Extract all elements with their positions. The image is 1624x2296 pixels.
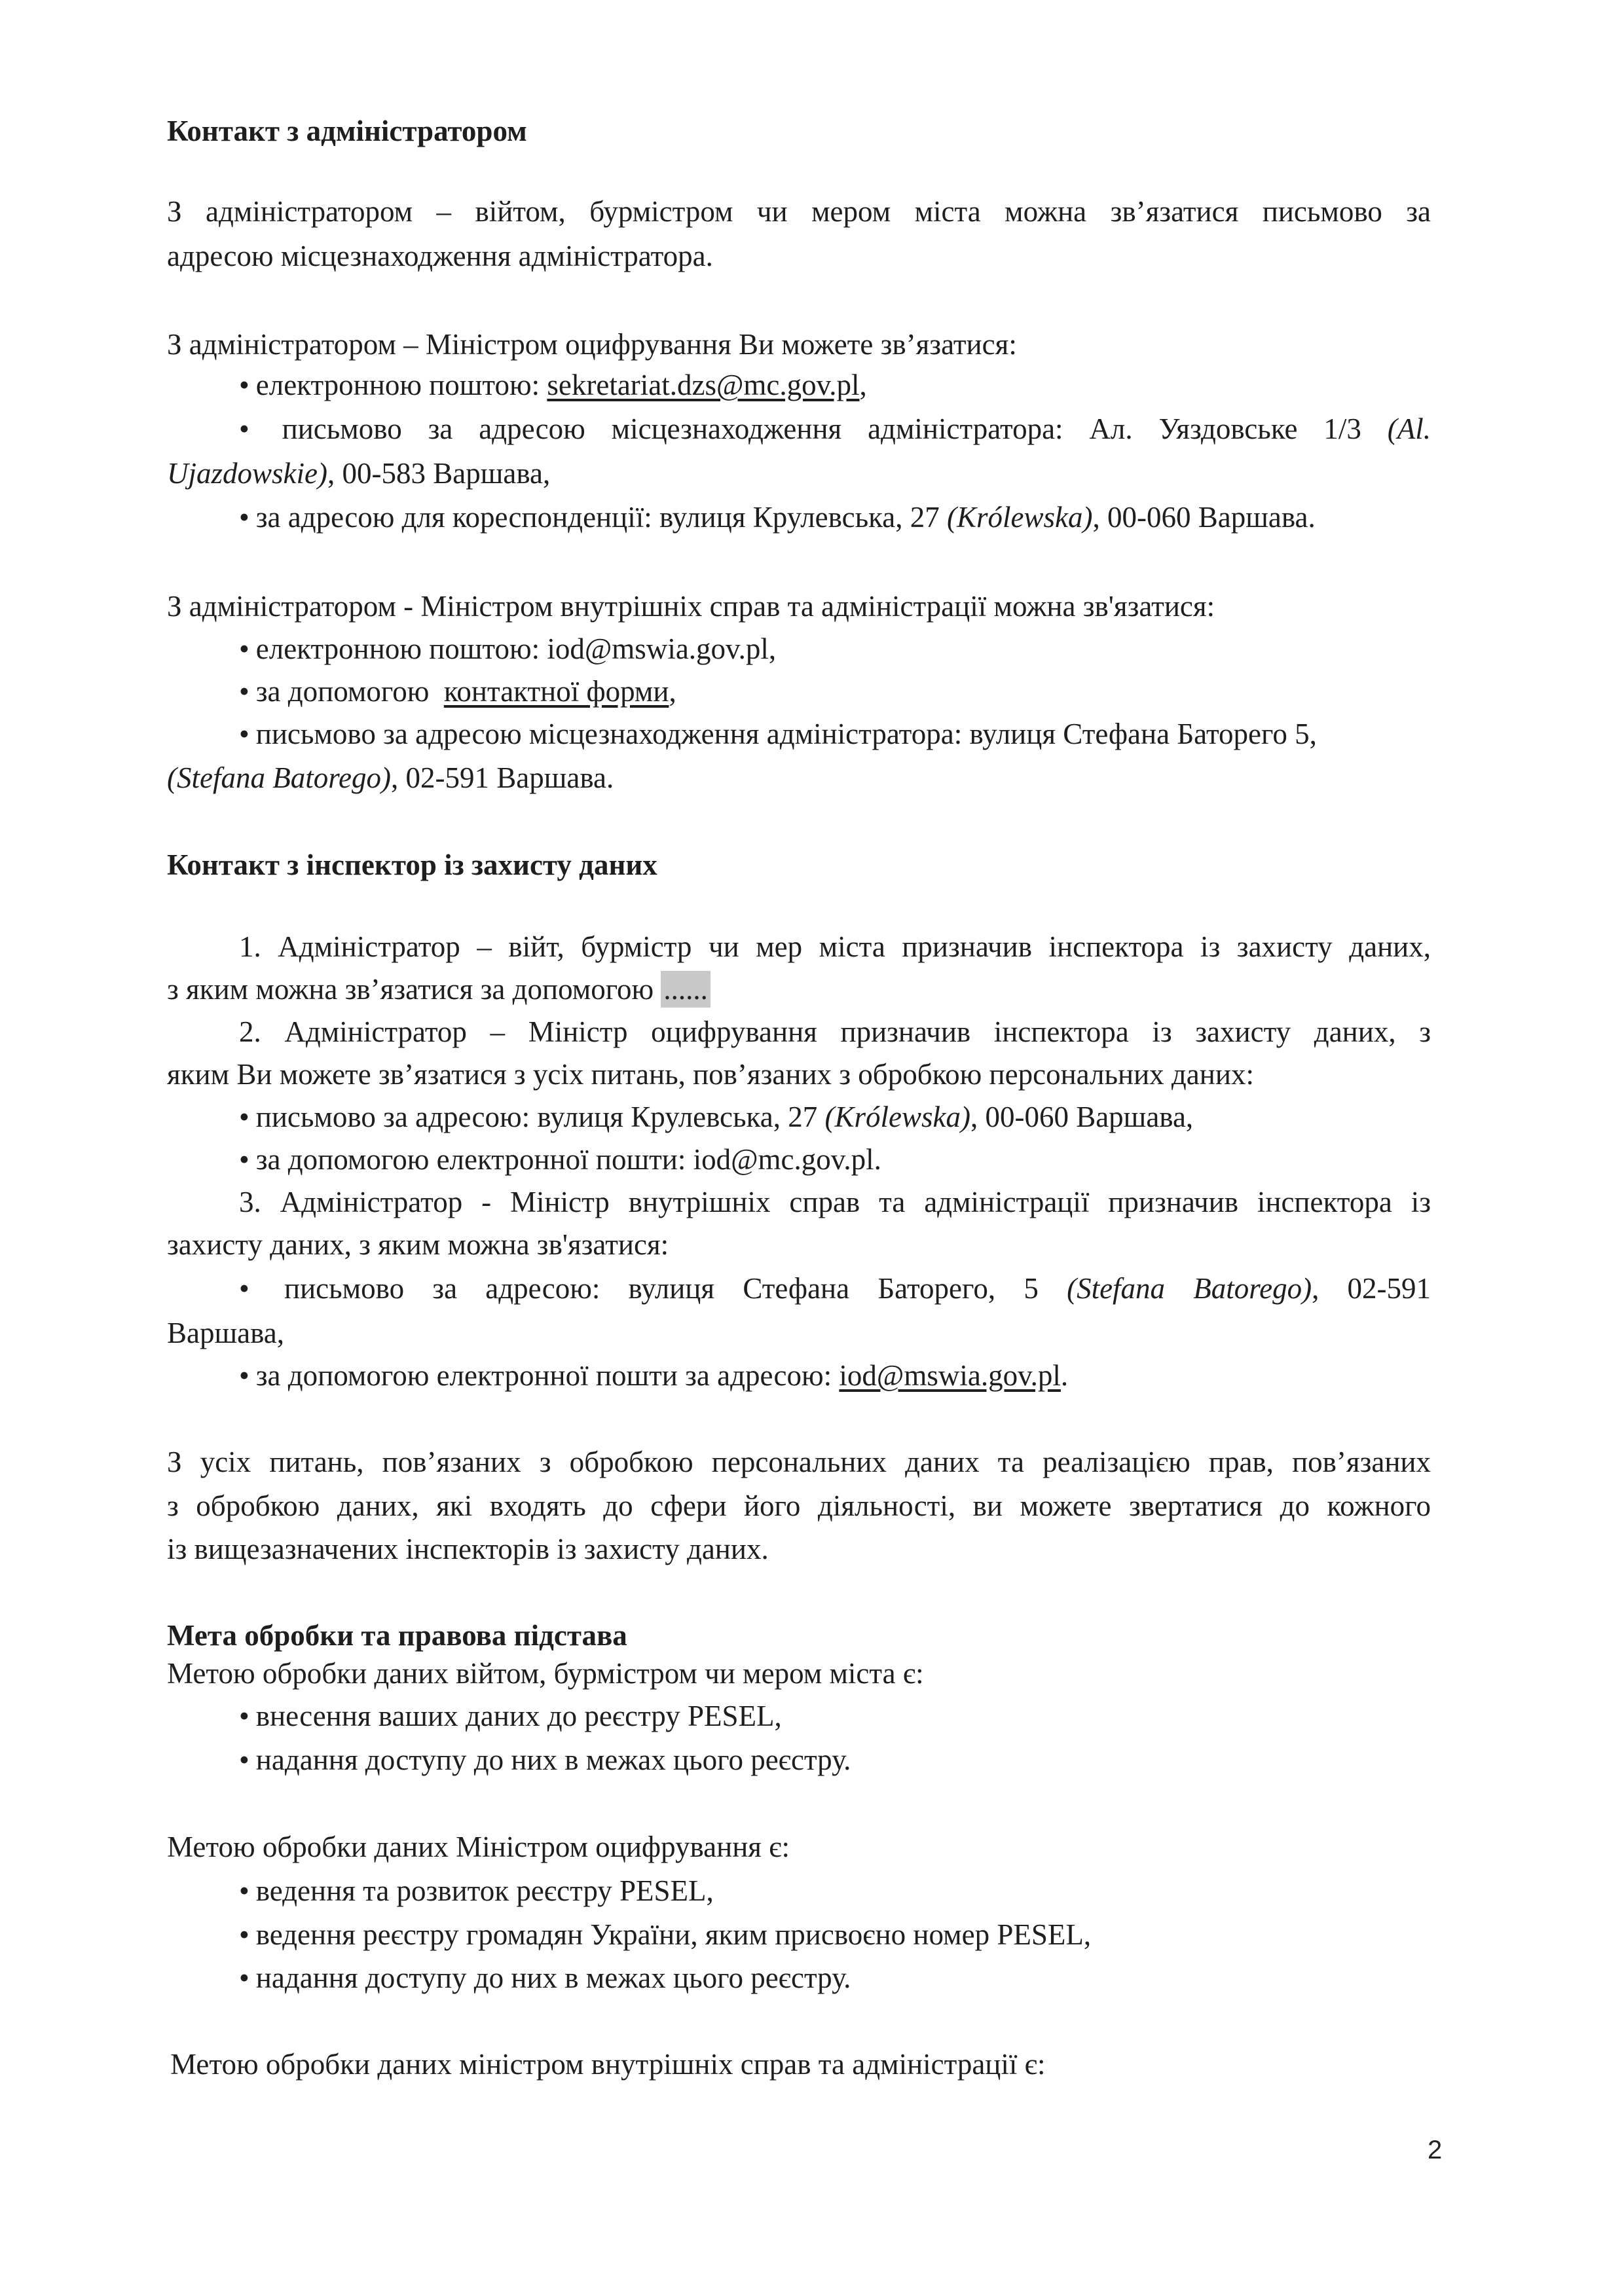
list-item-text: ведення реєстру громадян України, яким присвоєно номер PESEL, — [255, 1918, 1092, 1951]
list-item — [239, 1741, 1431, 1778]
bullet-icon: • — [239, 632, 249, 665]
list-item-text: , 00-060 Варшава. — [1092, 501, 1316, 534]
email-link[interactable]: sekretariat.dzs@mc.gov.pl — [547, 369, 860, 401]
numbered-item-2: 2. Адміністратор – Міністр оцифрування призначив інспектора із захисту даних, з — [239, 1015, 1431, 1048]
punctuation: , — [669, 675, 676, 708]
list-item-text: , 02-591 Варшава. — [391, 761, 614, 794]
bullet-icon: • — [239, 718, 249, 750]
numbered-item-3: 3. Адміністратор - Міністр внутрішніх справ та адміністрації призначив інспектора із — [239, 1186, 1431, 1218]
bullet-icon: • — [239, 1359, 249, 1392]
paragraph-line: З адміністратором - Міністром внутрішніх справ та адміністрації можна зв'язатися: — [167, 590, 1215, 623]
punctuation: . — [1060, 1359, 1069, 1392]
paragraph-line: Метою обробки даних міністром внутрішніх справ та адміністрації є: — [170, 2048, 1046, 2081]
bullet-icon: • — [239, 369, 249, 401]
list-item-text: , 02-591 — [1312, 1272, 1431, 1305]
numbered-item-2-continuation: яким Ви можете зв’язатися з усіх питань, пов’язаних з обробкою персональних даних: — [167, 1058, 1254, 1091]
italic-text: (Stefana Batorego) — [167, 761, 392, 794]
bullet-icon: • — [239, 1874, 249, 1907]
list-item — [239, 367, 1431, 403]
section-heading-inspector-contact: Контакт з інспектор із захисту даних — [167, 848, 657, 881]
list-item-text: надання доступу до них в межах цього реєстру. — [255, 1743, 851, 1776]
section-heading-purpose: Мета обробки та правова підстава — [167, 1619, 627, 1652]
list-item-text: , 00-060 Варшава, — [970, 1101, 1194, 1133]
list-item — [239, 1357, 1431, 1394]
list-item-text: письмово за адресою місцезнаходження адміністратора: Ал. Уяздовське 1/3 — [282, 412, 1361, 445]
list-item-text: за допомогою — [255, 675, 444, 708]
list-item — [239, 1872, 1431, 1909]
list-item-text: з яким можна зв’язатися за допомогою — [167, 973, 661, 1006]
bullet-icon: • — [239, 1101, 249, 1133]
list-item — [239, 716, 1431, 752]
bullet-icon: • — [239, 501, 249, 534]
bullet-icon: • — [239, 1918, 249, 1951]
list-item-text: письмово за адресою місцезнаходження адміністратора: вулиця Стефана Баторего 5, — [255, 718, 1317, 750]
list-item — [239, 1916, 1431, 1953]
list-item-text: письмово за адресою: вулиця Крулевська, 27 — [255, 1101, 825, 1133]
numbered-item-1: 1. Адміністратор – війт, бурмістр чи мер міста призначив інспектора із захисту даних, — [239, 930, 1431, 963]
list-item — [239, 1099, 1431, 1135]
list-item — [239, 410, 1431, 447]
paragraph-line: Метою обробки даних війтом, бурмістром чи мером міста є: — [167, 1657, 924, 1690]
redacted-placeholder: ...... — [661, 971, 710, 1008]
punctuation: , — [859, 369, 867, 401]
list-item — [239, 673, 1431, 710]
list-item-text: ведення та розвиток реєстру PESEL, — [255, 1874, 714, 1907]
list-item-text: , 00-583 Варшава, — [327, 457, 551, 490]
list-item-text: письмово за адресою: вулиця Стефана Баторего, 5 — [284, 1272, 1039, 1305]
email-link[interactable]: iod@mswia.gov.pl — [839, 1359, 1061, 1392]
list-item-continuation — [167, 759, 1431, 796]
italic-text: (Królewska) — [824, 1101, 970, 1133]
list-item — [239, 499, 1431, 536]
list-item-continuation: Варшава, — [167, 1317, 284, 1349]
italic-text: Ujazdowskie) — [167, 457, 327, 490]
contact-form-link[interactable]: контактної форми — [443, 675, 669, 708]
paragraph-line: адресою місцезнаходження адміністратора. — [167, 240, 713, 272]
paragraph-line: Метою обробки даних Міністром оцифрування є: — [167, 1831, 790, 1863]
bullet-icon: • — [239, 1743, 249, 1776]
list-item-text: за допомогою електронної пошти: iod@mc.gov.pl. — [255, 1143, 881, 1176]
paragraph-line: із вищезазначених інспекторів із захисту даних. — [167, 1533, 769, 1565]
list-item-text: електронною поштою: — [255, 369, 547, 401]
list-item-text: надання доступу до них в межах цього реєстру. — [255, 1961, 851, 1994]
list-item-text: за допомогою електронної пошти за адресою: — [255, 1359, 840, 1392]
bullet-icon: • — [239, 1700, 249, 1732]
bullet-icon: • — [239, 1143, 249, 1176]
bullet-icon: • — [239, 675, 249, 708]
list-item-text: внесення ваших даних до реєстру PESEL, — [255, 1700, 782, 1732]
list-item — [239, 1270, 1431, 1307]
list-item — [239, 1959, 1431, 1996]
italic-text: (Al. — [1387, 412, 1431, 445]
bullet-icon: • — [239, 1272, 249, 1305]
italic-text: (Królewska) — [947, 501, 1093, 534]
paragraph-line: З усіх питань, пов’язаних з обробкою персональних даних та реалізацією прав, пов’язаних — [167, 1446, 1431, 1478]
list-item — [239, 1141, 1431, 1178]
list-item — [239, 1698, 1431, 1734]
list-item-continuation — [167, 455, 1431, 492]
bullet-icon: • — [239, 1961, 249, 1994]
bullet-icon: • — [239, 412, 249, 445]
paragraph-line: з обробкою даних, які входять до сфери його діяльності, ви можете звертатися до кожного — [167, 1489, 1431, 1522]
numbered-item-1-continuation — [167, 971, 1431, 1008]
section-heading-admin-contact: Контакт з адміністратором — [167, 115, 527, 147]
numbered-item-3-continuation: захисту даних, з яким можна зв'язатися: — [167, 1228, 669, 1261]
italic-text: (Stefana Batorego) — [1067, 1272, 1312, 1305]
page-number: 2 — [1428, 2136, 1443, 2164]
paragraph-line: З адміністратором – Міністром оцифрування Ви можете зв’язатися: — [167, 328, 1017, 361]
list-item-text: електронною поштою: iod@mswia.gov.pl, — [255, 632, 777, 665]
list-item-text: за адресою для кореспонденції: вулиця Крулевська, 27 — [255, 501, 948, 534]
list-item — [239, 630, 1431, 667]
paragraph-line: З адміністратором – війтом, бурмістром чи мером міста можна зв’язатися письмово за — [167, 195, 1431, 228]
